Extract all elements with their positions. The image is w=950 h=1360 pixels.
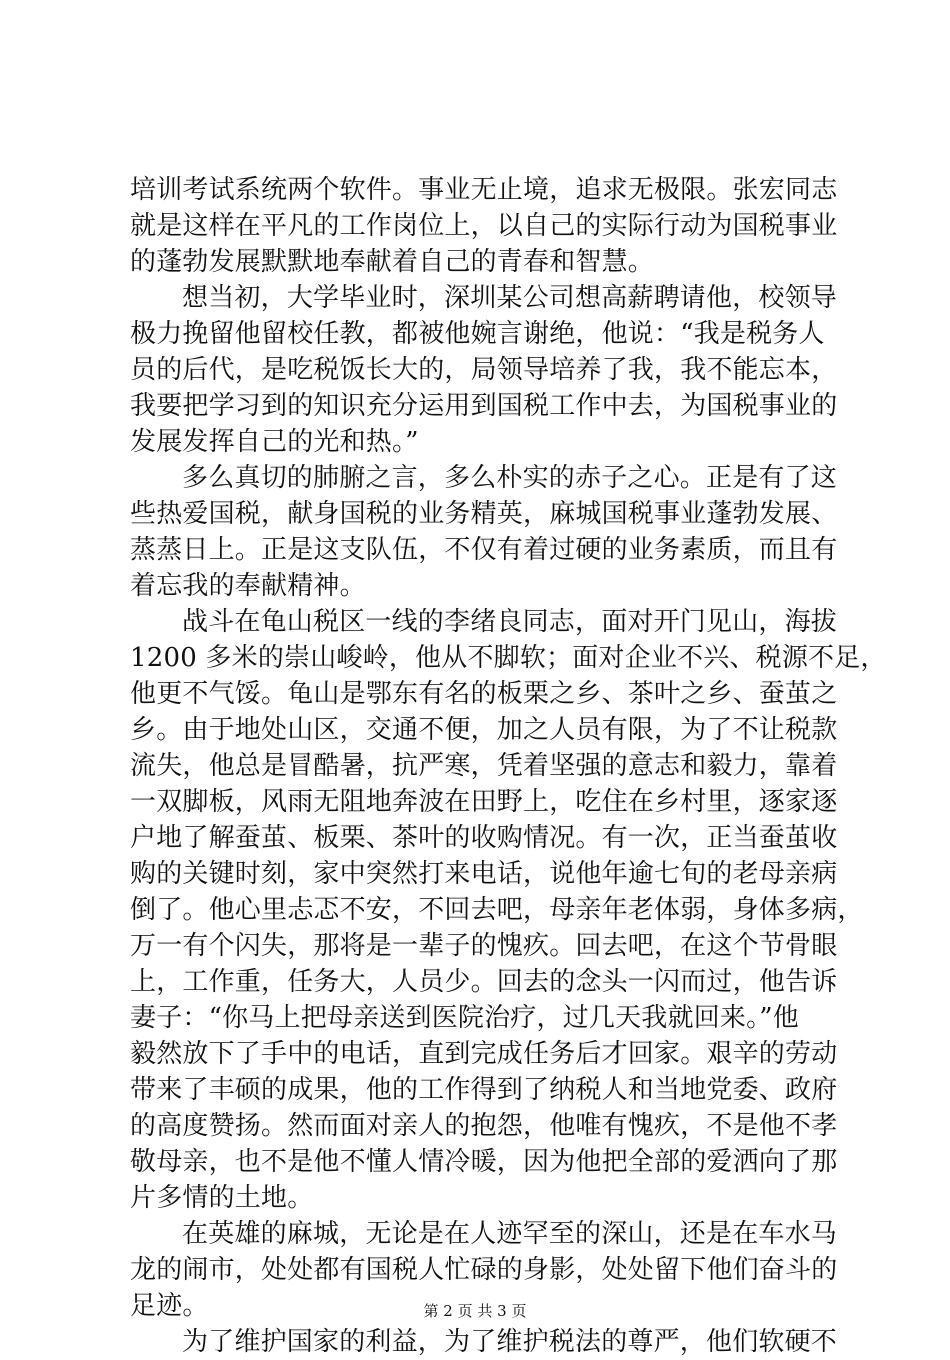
text-line: 上，工作重，任务大，人员少。回去的念头一闪而过，他告诉	[130, 967, 838, 997]
text-line: 1200 多米的崇山峻岭，他从不脚软；面对企业不兴、税源不足，	[130, 643, 887, 673]
text-line: 就是这样在平凡的工作岗位上，以自己的实际行动为国税事业	[130, 211, 838, 241]
text-line: 他更不气馁。龟山是鄂东有名的板栗之乡、茶叶之乡、蚕茧之	[130, 679, 838, 709]
text-line: 员的后代，是吃税饭长大的，局领导培养了我，我不能忘本，	[130, 355, 838, 385]
text-line: 一双脚板，风雨无阻地奔波在田野上，吃住在乡村里，逐家逐	[130, 787, 838, 817]
text-line: 发展发挥自己的光和热。”	[130, 427, 419, 457]
paragraph-start-line: 多么真切的肺腑之言，多么朴实的赤子之心。正是有了这	[182, 463, 838, 493]
text-line: 购的关键时刻，家中突然打来电话，说他年逾七旬的老母亲病	[130, 859, 838, 889]
text-line: 足迹。	[130, 1291, 209, 1321]
text-line: 流失，他总是冒酷暑，抗严寒，凭着坚强的意志和毅力，靠着	[130, 751, 838, 781]
paragraph-start-line: 在英雄的麻城，无论是在人迹罕至的深山，还是在车水马	[182, 1219, 838, 1249]
page-number-footer: 第 2 页 共 3 页	[423, 1302, 527, 1320]
text-line: 倒了。他心里忐忑不安，不回去吧，母亲年老体弱，身体多病，	[130, 895, 864, 925]
text-line: 的蓬勃发展默默地奉献着自己的青春和智慧。	[130, 247, 655, 277]
text-line: 我要把学习到的知识充分运用到国税工作中去，为国税事业的	[130, 391, 838, 421]
paragraph-start-line: 为了维护国家的利益，为了维护税法的尊严，他们软硬不	[182, 1327, 838, 1357]
text-line: 龙的闹市，处处都有国税人忙碌的身影，处处留下他们奋斗的	[130, 1255, 838, 1285]
text-line: 妻子：“你马上把母亲送到医院治疗，过几天我就回来。”他	[130, 1003, 799, 1033]
text-line: 敬母亲，也不是他不懂人情冷暖，因为他把全部的爱洒向了那	[130, 1147, 838, 1177]
text-line: 带来了丰硕的成果，他的工作得到了纳税人和当地党委、政府	[130, 1075, 838, 1105]
text-line: 万一有个闪失，那将是一辈子的愧疚。回去吧，在这个节骨眼	[130, 931, 838, 961]
text-line: 些热爱国税，献身国税的业务精英，麻城国税事业蓬勃发展、	[130, 499, 838, 529]
article-body	[130, 172, 887, 1360]
text-line: 培训考试系统两个软件。事业无止境，追求无极限。张宏同志	[130, 175, 838, 205]
text-line: 户地了解蚕茧、板栗、茶叶的收购情况。有一次，正当蚕茧收	[130, 823, 838, 853]
text-line: 着忘我的奉献精神。	[130, 571, 366, 601]
text-line: 的高度赞扬。然而面对亲人的抱怨，他唯有愧疚，不是他不孝	[130, 1111, 838, 1141]
paragraph-start-line: 战斗在龟山税区一线的李绪良同志，面对开门见山，海拔	[182, 607, 838, 637]
text-line: 蒸蒸日上。正是这支队伍，不仅有着过硬的业务素质，而且有	[130, 535, 838, 565]
text-line: 极力挽留他留校任教，都被他婉言谢绝，他说：“我是税务人	[130, 319, 825, 349]
paragraph-start-line: 想当初，大学毕业时，深圳某公司想高薪聘请他，校领导	[182, 283, 838, 313]
text-line: 乡。由于地处山区，交通不便，加之人员有限，为了不让税款	[130, 715, 838, 745]
text-line: 片多情的土地。	[130, 1183, 314, 1213]
text-line: 毅然放下了手中的电话，直到完成任务后才回家。艰辛的劳动	[130, 1039, 838, 1069]
